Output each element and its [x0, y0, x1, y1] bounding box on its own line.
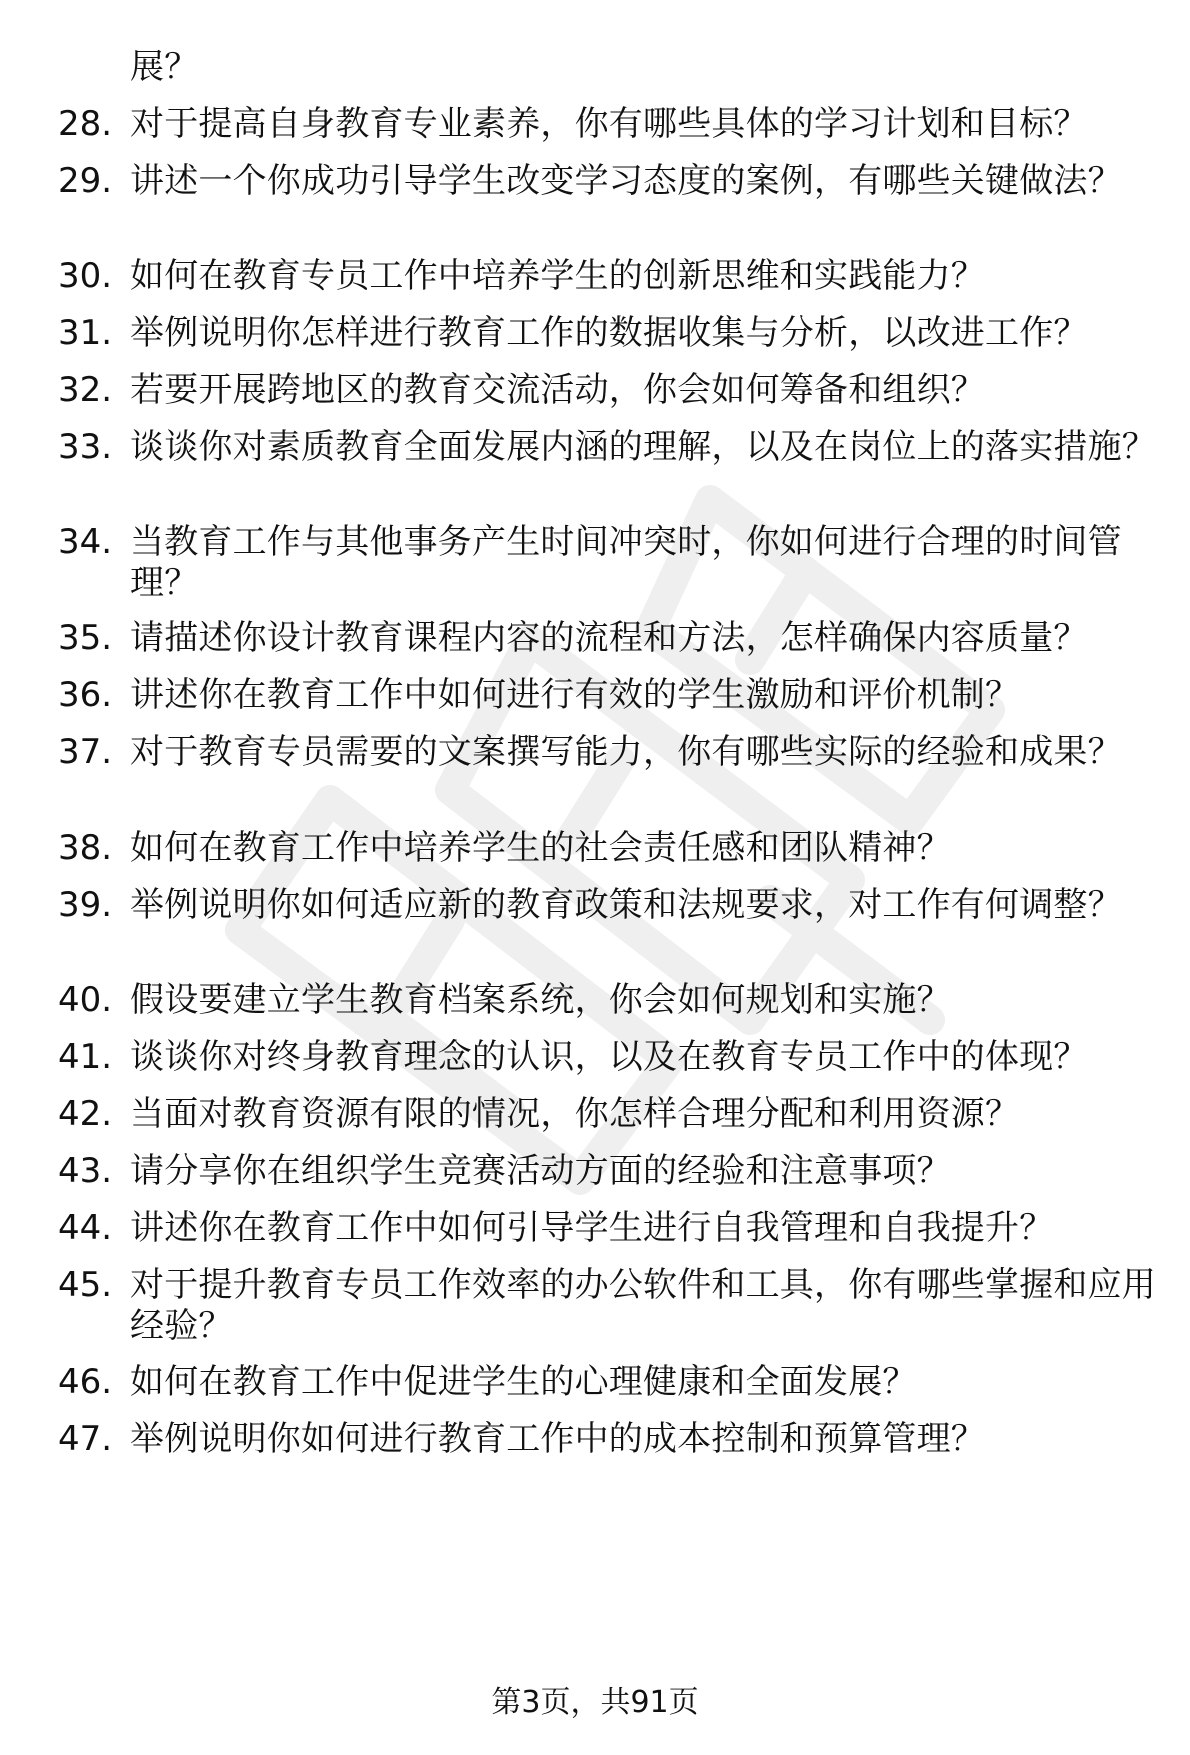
- question-number: 39.: [58, 885, 113, 925]
- question-text: 讲述一个你成功引导学生改变学习态度的案例，有哪些关键做法？: [130, 161, 1122, 201]
- question-text: 展？: [130, 47, 199, 87]
- page-footer: 第3页，共91页: [491, 1685, 699, 1720]
- question-text: 讲述你在教育工作中如何进行有效的学生激励和评价机制？: [130, 675, 1020, 715]
- question-text: 对于教育专员需要的文案撰写能力，你有哪些实际的经验和成果？: [130, 732, 1122, 772]
- question-number: 47.: [58, 1419, 113, 1459]
- question-number: 36.: [58, 675, 113, 715]
- question-number: 45.: [58, 1265, 113, 1305]
- question-text: 举例说明你如何进行教育工作中的成本控制和预算管理？: [130, 1419, 985, 1459]
- question-number: 44.: [58, 1208, 113, 1248]
- question-text: 举例说明你如何适应新的教育政策和法规要求，对工作有何调整？: [130, 885, 1122, 925]
- question-number: 42.: [58, 1094, 113, 1134]
- question-number: 43.: [58, 1151, 113, 1191]
- question-text: 当教育工作与其他事务产生时间冲突时，你如何进行合理的时间管理？: [130, 522, 1122, 603]
- question-text: 对于提升教育专员工作效率的办公软件和工具，你有哪些掌握和应用经验？: [130, 1265, 1156, 1346]
- question-text: 讲述你在教育工作中如何引导学生进行自我管理和自我提升？: [130, 1208, 1054, 1248]
- question-text: 举例说明你怎样进行教育工作的数据收集与分析，以改进工作？: [130, 313, 1088, 353]
- question-number: 41.: [58, 1037, 113, 1077]
- question-number: 31.: [58, 313, 113, 353]
- question-number: 33.: [58, 427, 113, 467]
- question-text: 如何在教育工作中培养学生的社会责任感和团队精神？: [130, 828, 951, 868]
- question-number: 29.: [58, 161, 113, 201]
- question-number: 38.: [58, 828, 113, 868]
- question-text: 请描述你设计教育课程内容的流程和方法，怎样确保内容质量？: [130, 618, 1088, 658]
- question-text: 谈谈你对终身教育理念的认识，以及在教育专员工作中的体现？: [130, 1037, 1088, 1077]
- question-number: 37.: [58, 732, 113, 772]
- question-text: 谈谈你对素质教育全面发展内涵的理解，以及在岗位上的落实措施？: [130, 427, 1156, 467]
- question-number: 30.: [58, 256, 113, 296]
- question-number: 34.: [58, 522, 113, 562]
- question-text: 当面对教育资源有限的情况，你怎样合理分配和利用资源？: [130, 1094, 1020, 1134]
- question-text: 假设要建立学生教育档案系统，你会如何规划和实施？: [130, 980, 951, 1020]
- question-text: 如何在教育专员工作中培养学生的创新思维和实践能力？: [130, 256, 985, 296]
- question-text: 请分享你在组织学生竞赛活动方面的经验和注意事项？: [130, 1151, 951, 1191]
- question-number: 32.: [58, 370, 113, 410]
- question-text: 如何在教育工作中促进学生的心理健康和全面发展？: [130, 1362, 917, 1402]
- question-text: 对于提高自身教育专业素养，你有哪些具体的学习计划和目标？: [130, 104, 1088, 144]
- question-number: 35.: [58, 618, 113, 658]
- question-number: 40.: [58, 980, 113, 1020]
- question-number: 46.: [58, 1362, 113, 1402]
- question-text: 若要开展跨地区的教育交流活动，你会如何筹备和组织？: [130, 370, 985, 410]
- question-number: 28.: [58, 104, 113, 144]
